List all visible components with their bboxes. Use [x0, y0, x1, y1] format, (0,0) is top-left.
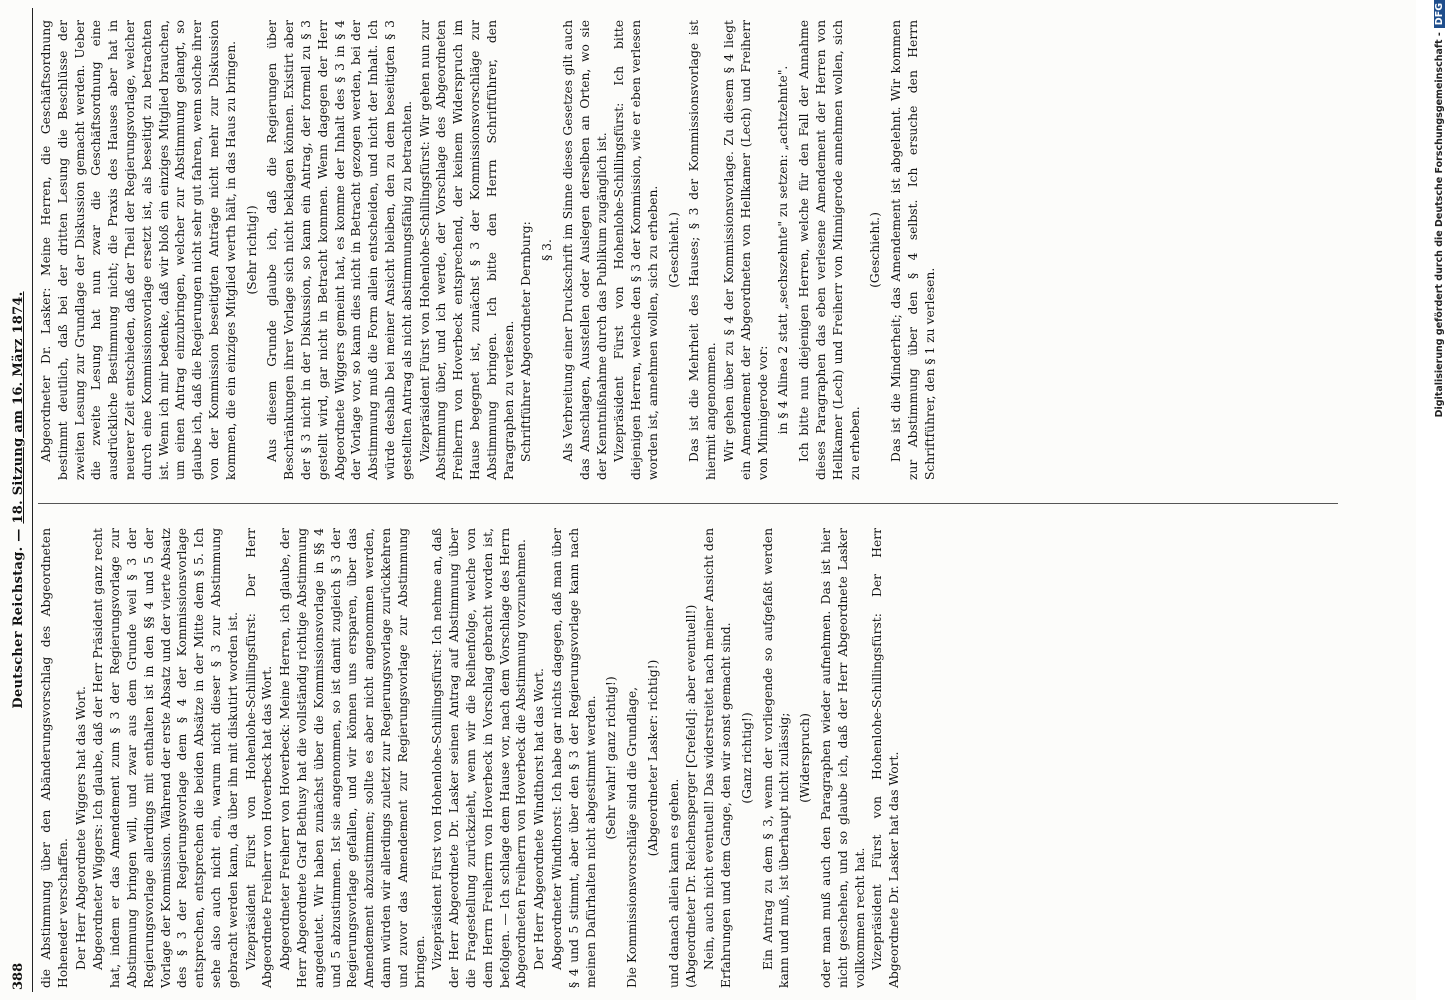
paragraph: oder man muß auch den Paragraphen wieder aufnehmen. Das ist hier nicht geschehen, und so glaube ich, daß der Herr Abgeordnete Lasker vollkommen recht hat. — [819, 528, 867, 988]
paragraph: Abgeordneter Windthorst: Ich habe gar nichts dagegen, daß man über § 4 und 5 stimmt, aber über den § 3 der Regierungsvorlage kann nach meinen Dafürhalten nicht abgestimmt werden. — [549, 528, 598, 988]
interjection: (Ganz richtig!) — [739, 712, 754, 804]
page-header — [8, 8, 33, 992]
dfg-credit-strip — [1416, 0, 1445, 1000]
credit-text: Digitalisierung gefördert durch die Deutsche Forschungsgemeinschaft - — [1434, 32, 1445, 418]
paragraph: Vizepräsident Fürst von Hohenlohe-Schillingsfürst: Der Herr Abgeordnete Dr. Lasker hat das Wort. — [870, 528, 902, 988]
paragraph: Ich bitte nun diejenigen Herren, welche für den Fall der Annahme dieses Paragraphen das eben verlesene Amendement der Herren von Hellkamer (Lech) und Freiherr von Minnigerode annehmen wollen, sich zu erheben. — [797, 20, 862, 480]
paragraph: Der Herr Abgeordnete Wiggers hat das Wort. — [73, 686, 88, 970]
dfg-logo: DFG — [1434, 0, 1445, 28]
paragraph: Vizepräsident Fürst von Hohenlohe-Schillingsfürst: Ich nehme an, daß der Herr Abgeordnete Dr. Lasker seinen Antrag auf Abstimmung über die Fragestellung zurückzieht, wenn wir die Reihenfolge, welche von dem Herrn Freiherrn von Hoverbeck in Vorschlag gebracht worden ist, befolgen. — Ich schlage dem Hause vor, nach dem Vorschlage des Herrn Abgeordneten Freiherrn von Hoverbeck die Abstimmung vorzunehmen. — [430, 528, 529, 988]
paragraph: Das ist die Mehrheit des Hauses; § 3 der Kommissionsvorlage ist hiermit angenommen. — [687, 20, 719, 480]
interjection: (Abgeordneter Dr. Reichensperger [Crefeld]: aber eventuell!) — [684, 604, 699, 988]
amendment-text: in § 4 Alinea 2 statt „sechszehnte" zu setzen: „achtzehnte". — [776, 65, 791, 435]
interjection: (Geschieht.) — [868, 212, 883, 288]
right-column — [38, 20, 1388, 480]
paragraph: Vizepräsident Fürst von Hohenlohe-Schillingsfürst: Der Herr Abgeordnete Freiherr von Hoverbeck hat das Wort. — [243, 528, 275, 988]
interjection: (Geschieht.) — [666, 212, 681, 288]
section-heading: § 3. — [540, 239, 555, 261]
paragraph: Der Herr Abgeordnete Windthorst hat das Wort. — [532, 668, 547, 970]
page-number: 388 — [11, 962, 26, 990]
left-column — [38, 528, 1388, 988]
paragraph: und danach allein kann es gehen. — [666, 778, 681, 988]
paragraph: Als Verbreitung einer Druckschrift im Sinne dieses Gesetzes gilt auch das Anschlagen, Ausstellen oder Auslegen derselben an Orten, wo sie der Kenntnißnahme durch das Publikum zugänglich ist. — [560, 20, 609, 480]
paragraph: Das ist die Minderheit; das Amendement ist abgelehnt. Wir kommen zur Abstimmung über den § 4 selbst. Ich ersuche den Herrn Schriftführer, den § 1 zu verlesen. — [889, 20, 937, 480]
speaker-line: Schriftführer Abgeordneter Dernburg: — [519, 221, 534, 462]
paragraph: Nein, auch nicht eventuell! Das widerstreitet nach meiner Ansicht den Erfahrungen und dem Gange, den wir sonst gemacht sind. — [702, 528, 734, 988]
dfg-credit — [1432, 0, 1448, 1000]
paragraph: Die Kommissionsvorschläge sind die Grundlage, — [625, 686, 640, 988]
paragraph: Abgeordneter Dr. Lasker: Meine Herren, die Geschäftsordnung bestimmt deutlich, daß bei der dritten Lesung die Beschlüsse der zweiten Lesung zur Grundlage der Diskussion gemacht werden. Ueber die zweite Lesung hat nun zwar die Geschäftsordnung eine ausdrückliche Bestimmung nicht; die Praxis des Hauses aber hat in neuerer Zeit entschieden, daß der Theil der Regierungsvorlage, welcher durch eine Kommissionsvorlage ersetzt ist, als beseitigt zu betrachten ist. Wenn ich mir bedenke, daß wir bloß ein einziges Mitglied brauchen, um einen Antrag einzubringen, welcher zur Abstimmung gelangt, so glaube ich, daß die Regierungen nicht sehr gut fahren, wenn solche ihrer von der Kommission beseitigten Anträge nicht mehr zur Diskussion kommen, die ein einziges Mitglied werth hält, in das Haus zu bringen. — [39, 20, 238, 480]
running-title — [11, 8, 26, 992]
paragraph: Vizepräsident Fürst von Hohenlohe-Schillingsfürst: Wir gehen nun zur Abstimmung über, und ich werde, der Vorschlage des Abgeordneten Freiherrn von Hoverbeck entsprechend, der keinem Widerspruch im Hause begegnet ist, zunächst § 3 der Kommissionsvorschläge zur Abstimmung bringen. Ich bitte den Herrn Schriftführer, den Paragraphen zu verlesen. — [417, 20, 516, 480]
paragraph: Ein Antrag zu dem § 3, wenn der vorliegende so aufgefaßt werden kann und muß, ist überhaupt nicht zulässig; — [760, 528, 792, 988]
interjection: (Sehr richtig!) — [244, 205, 259, 295]
paragraph: die Abstimmung über den Abänderungsvorschlag des Abgeordneten Hoheneder verschaffen. — [39, 528, 70, 988]
paragraph: Wir gehen über zu § 4 der Kommissionsvorlage. Zu diesem § 4 liegt ein Amendement der Abgeordneten von Hellkamer (Lech) und Freiherr von Minnigerode vor: — [722, 20, 770, 480]
interjection: (Abgeordneter Lasker: richtig!) — [645, 659, 660, 857]
paragraph: Vizepräsident Fürst von Hohenlohe-Schillingsfürst: Ich bitte diejenigen Herren, welche den § 3 der Kommission, wie er eben verlesen worden ist, annehmen wollen, sich zu erheben. — [612, 20, 660, 480]
interjection: (Widerspruch) — [798, 713, 813, 803]
paragraph: Abgeordneter Freiherr von Hoverbeck: Meine Herren, ich glaube, der Herr Abgeordnete Graf Bethusy hat die vollständig richtige Abstimmung angedeutet. Wir haben zunächst über die Kommissionsvorlage in §§ 4 und 5 abzustimmen. Ist sie angenommen, so ist damit zugleich § 3 der Regierungsvorlage gefallen, und wir können uns ersparen, über das Amendement abzustimmen; sollte es aber nicht angenommen werden, dann würden wir allerdings zuletzt zur Regierungsvorlage zurückkehren und zuvor das Amendement zur Regierungsvorlage zur Abstimmung bringen. — [278, 528, 427, 988]
paragraph: Abgeordneter Wiggers: Ich glaube, daß der Herr Präsident ganz recht hat, indem er das Amendement zum § 3 der Regierungsvorlage zur Abstimmung bringen will, und zwar aus dem Grunde weil § 3 der Regierungsvorlage allerdings mit enthalten ist in den §§ 4 und 5 der Vorlage der Kommission. Während der erste Absatz und der vierte Absatz des § 3 der Regierungsvorlage dem § 4 der Kommissionsvorlage entsprechen, entsprechen die beiden Absätze in der Mitte dem § 5. Ich sehe also auch nicht ein, warum nicht dieser § 3 zur Abstimmung gebracht werden kann, da über ihn mit diskutirt worden ist. — [91, 528, 240, 988]
column-divider — [38, 503, 1338, 504]
session-label: 18. Sitzung am 16. März 1874. — [11, 291, 26, 524]
paragraph: Aus diesem Grunde glaube ich, daß die Regierungen über Beschränkungen ihrer Vorlage sich nicht beklagen können. Existirt aber der § 3 nicht in der Diskussion, so kann ein Antrag, der formell zu § 3 gestellt wird, gar nicht in Betracht kommen. Wenn dagegen der Herr Abgeordnete Wiggers gemeint hat, es komme der Inhalt des § 3 in § 4 der Vorlage vor, so kann dies nicht in Betracht gezogen werden, bei der Abstimmung muß die Form allein entscheiden, und nicht der Inhalt. Ich würde deshalb bei meiner Ansicht bleiben, den zu dem beseitigten § 3 gestellten Antrag als nicht abstimmungsfähig zu betrachten. — [265, 20, 414, 480]
publication-title: Deutscher Reichstag. — — [11, 523, 26, 709]
interjection: (Sehr wahr! ganz richtig!) — [604, 676, 619, 840]
